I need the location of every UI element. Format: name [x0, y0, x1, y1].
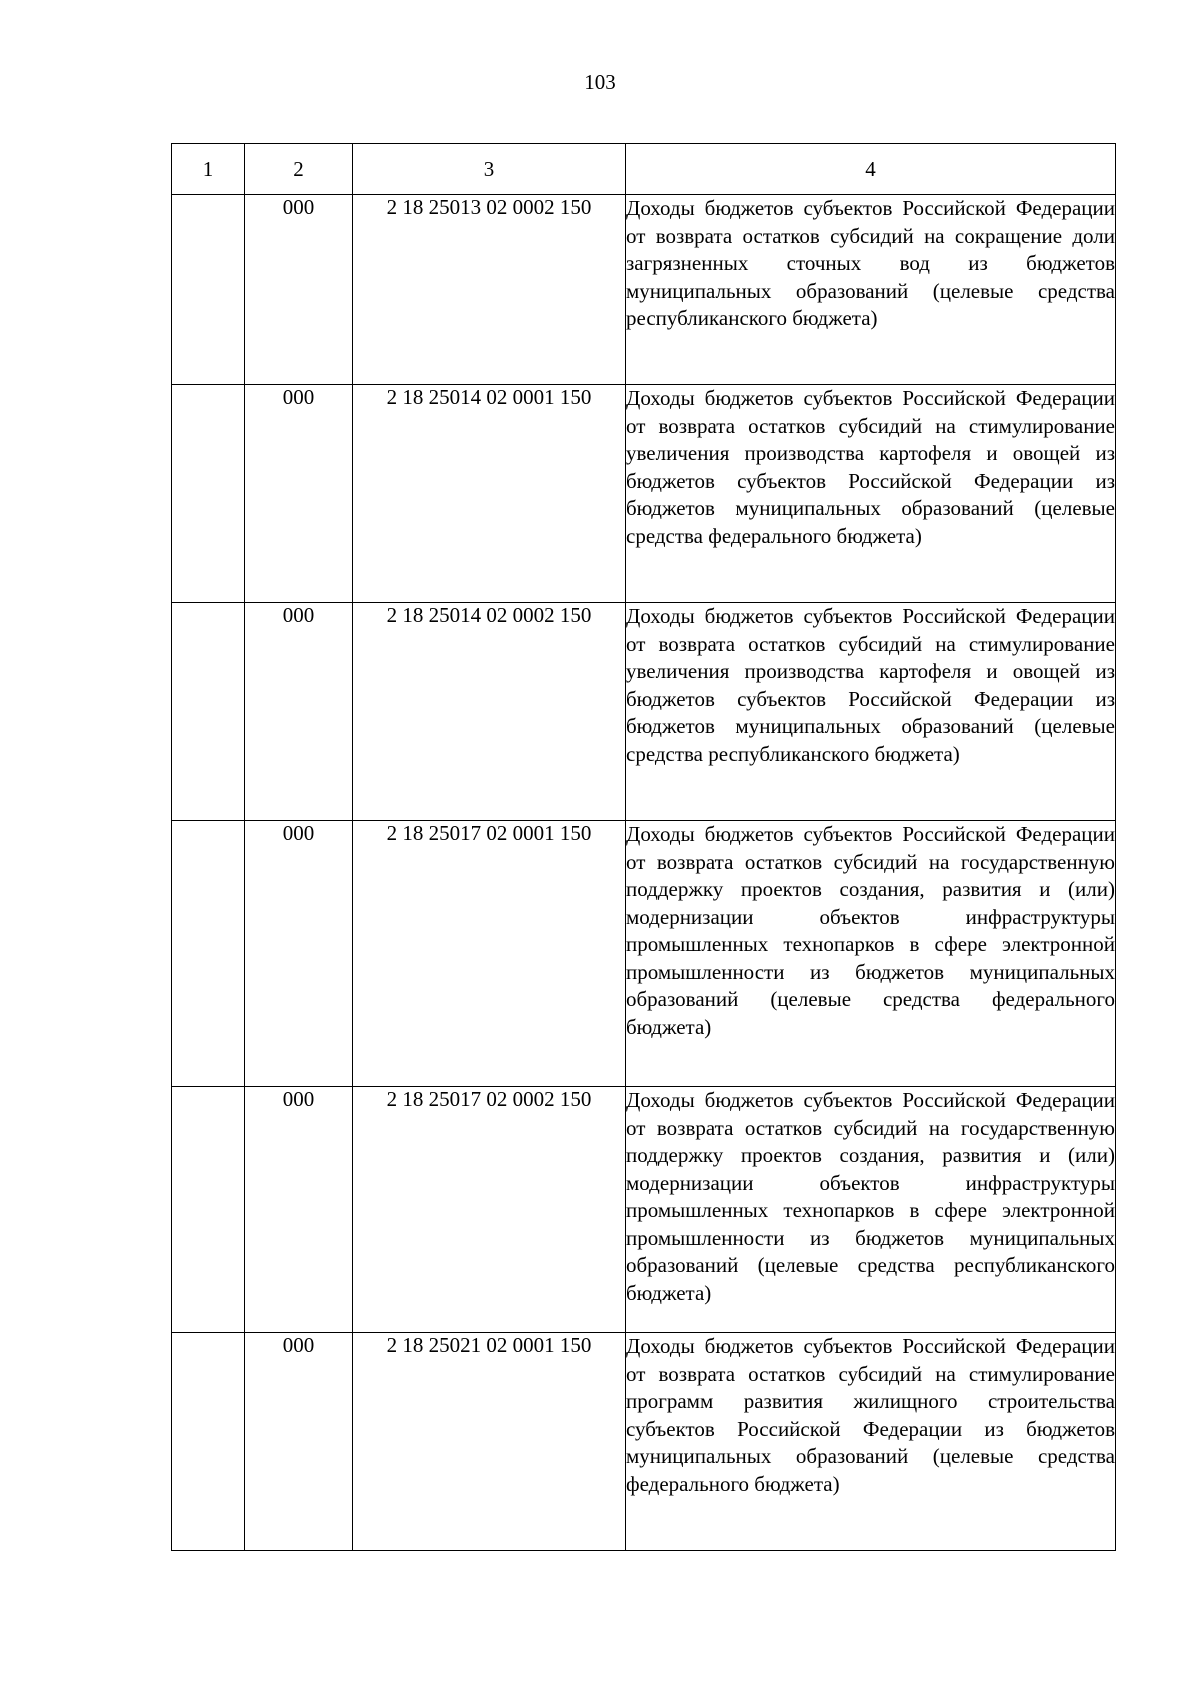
budget-codes-table — [171, 143, 1116, 1551]
table-row — [172, 1087, 1116, 1333]
page-number: 103 — [584, 70, 616, 94]
description-cell: Доходы бюджетов субъектов Российской Федерации от возврата остатков субсидий на государственную поддержку проектов создания, развития и (или) модернизации объектов инфраструктуры промышленных технопарков в сфере электронной промышленности из бюджетов муниципальных образований (целевые средства республиканского бюджета) — [626, 1087, 1116, 1333]
row-col1-cell — [172, 1333, 245, 1551]
description-cell: Доходы бюджетов субъектов Российской Федерации от возврата остатков субсидий на стимулирование увеличения производства картофеля и овощей из бюджетов субъектов Российской Федерации из бюджетов муниципальных образований (целевые средства федерального бюджета) — [626, 385, 1116, 603]
admin-code-cell: 000 — [245, 821, 353, 1087]
row-col1-cell — [172, 195, 245, 385]
table-body — [172, 195, 1116, 1551]
admin-code-cell: 000 — [245, 603, 353, 821]
table-row — [172, 1333, 1116, 1551]
admin-code-cell: 000 — [245, 1087, 353, 1333]
admin-code-cell: 000 — [245, 385, 353, 603]
column-number-3: 3 — [353, 144, 626, 195]
column-number-4: 4 — [626, 144, 1116, 195]
description-cell: Доходы бюджетов субъектов Российской Федерации от возврата остатков субсидий на стимулирование программ развития жилищного строительства субъектов Российской Федерации из бюджетов муниципальных образований (целевые средства федерального бюджета) — [626, 1333, 1116, 1551]
row-col1-cell — [172, 821, 245, 1087]
column-number-2: 2 — [245, 144, 353, 195]
kbk-code-cell: 2 18 25014 02 0001 150 — [353, 385, 626, 603]
table-row — [172, 385, 1116, 603]
kbk-code-cell: 2 18 25013 02 0002 150 — [353, 195, 626, 385]
kbk-code-cell: 2 18 25021 02 0001 150 — [353, 1333, 626, 1551]
table-row — [172, 821, 1116, 1087]
description-cell: Доходы бюджетов субъектов Российской Федерации от возврата остатков субсидий на стимулирование увеличения производства картофеля и овощей из бюджетов субъектов Российской Федерации из бюджетов муниципальных образований (целевые средства республиканского бюджета) — [626, 603, 1116, 821]
table-header — [172, 144, 1116, 195]
table-row — [172, 603, 1116, 821]
row-col1-cell — [172, 1087, 245, 1333]
table-row — [172, 195, 1116, 385]
row-col1-cell — [172, 385, 245, 603]
description-cell: Доходы бюджетов субъектов Российской Федерации от возврата остатков субсидий на сокращение доли загрязненных сточных вод из бюджетов муниципальных образований (целевые средства республиканского бюджета) — [626, 195, 1116, 385]
kbk-code-cell: 2 18 25017 02 0002 150 — [353, 1087, 626, 1333]
admin-code-cell: 000 — [245, 195, 353, 385]
column-number-1: 1 — [172, 144, 245, 195]
kbk-code-cell: 2 18 25017 02 0001 150 — [353, 821, 626, 1087]
table-header-row — [172, 144, 1116, 195]
row-col1-cell — [172, 603, 245, 821]
admin-code-cell: 000 — [245, 1333, 353, 1551]
kbk-code-cell: 2 18 25014 02 0002 150 — [353, 603, 626, 821]
description-cell: Доходы бюджетов субъектов Российской Федерации от возврата остатков субсидий на государственную поддержку проектов создания, развития и (или) модернизации объектов инфраструктуры промышленных технопарков в сфере электронной промышленности из бюджетов муниципальных образований (целевые средства федерального бюджета) — [626, 821, 1116, 1087]
